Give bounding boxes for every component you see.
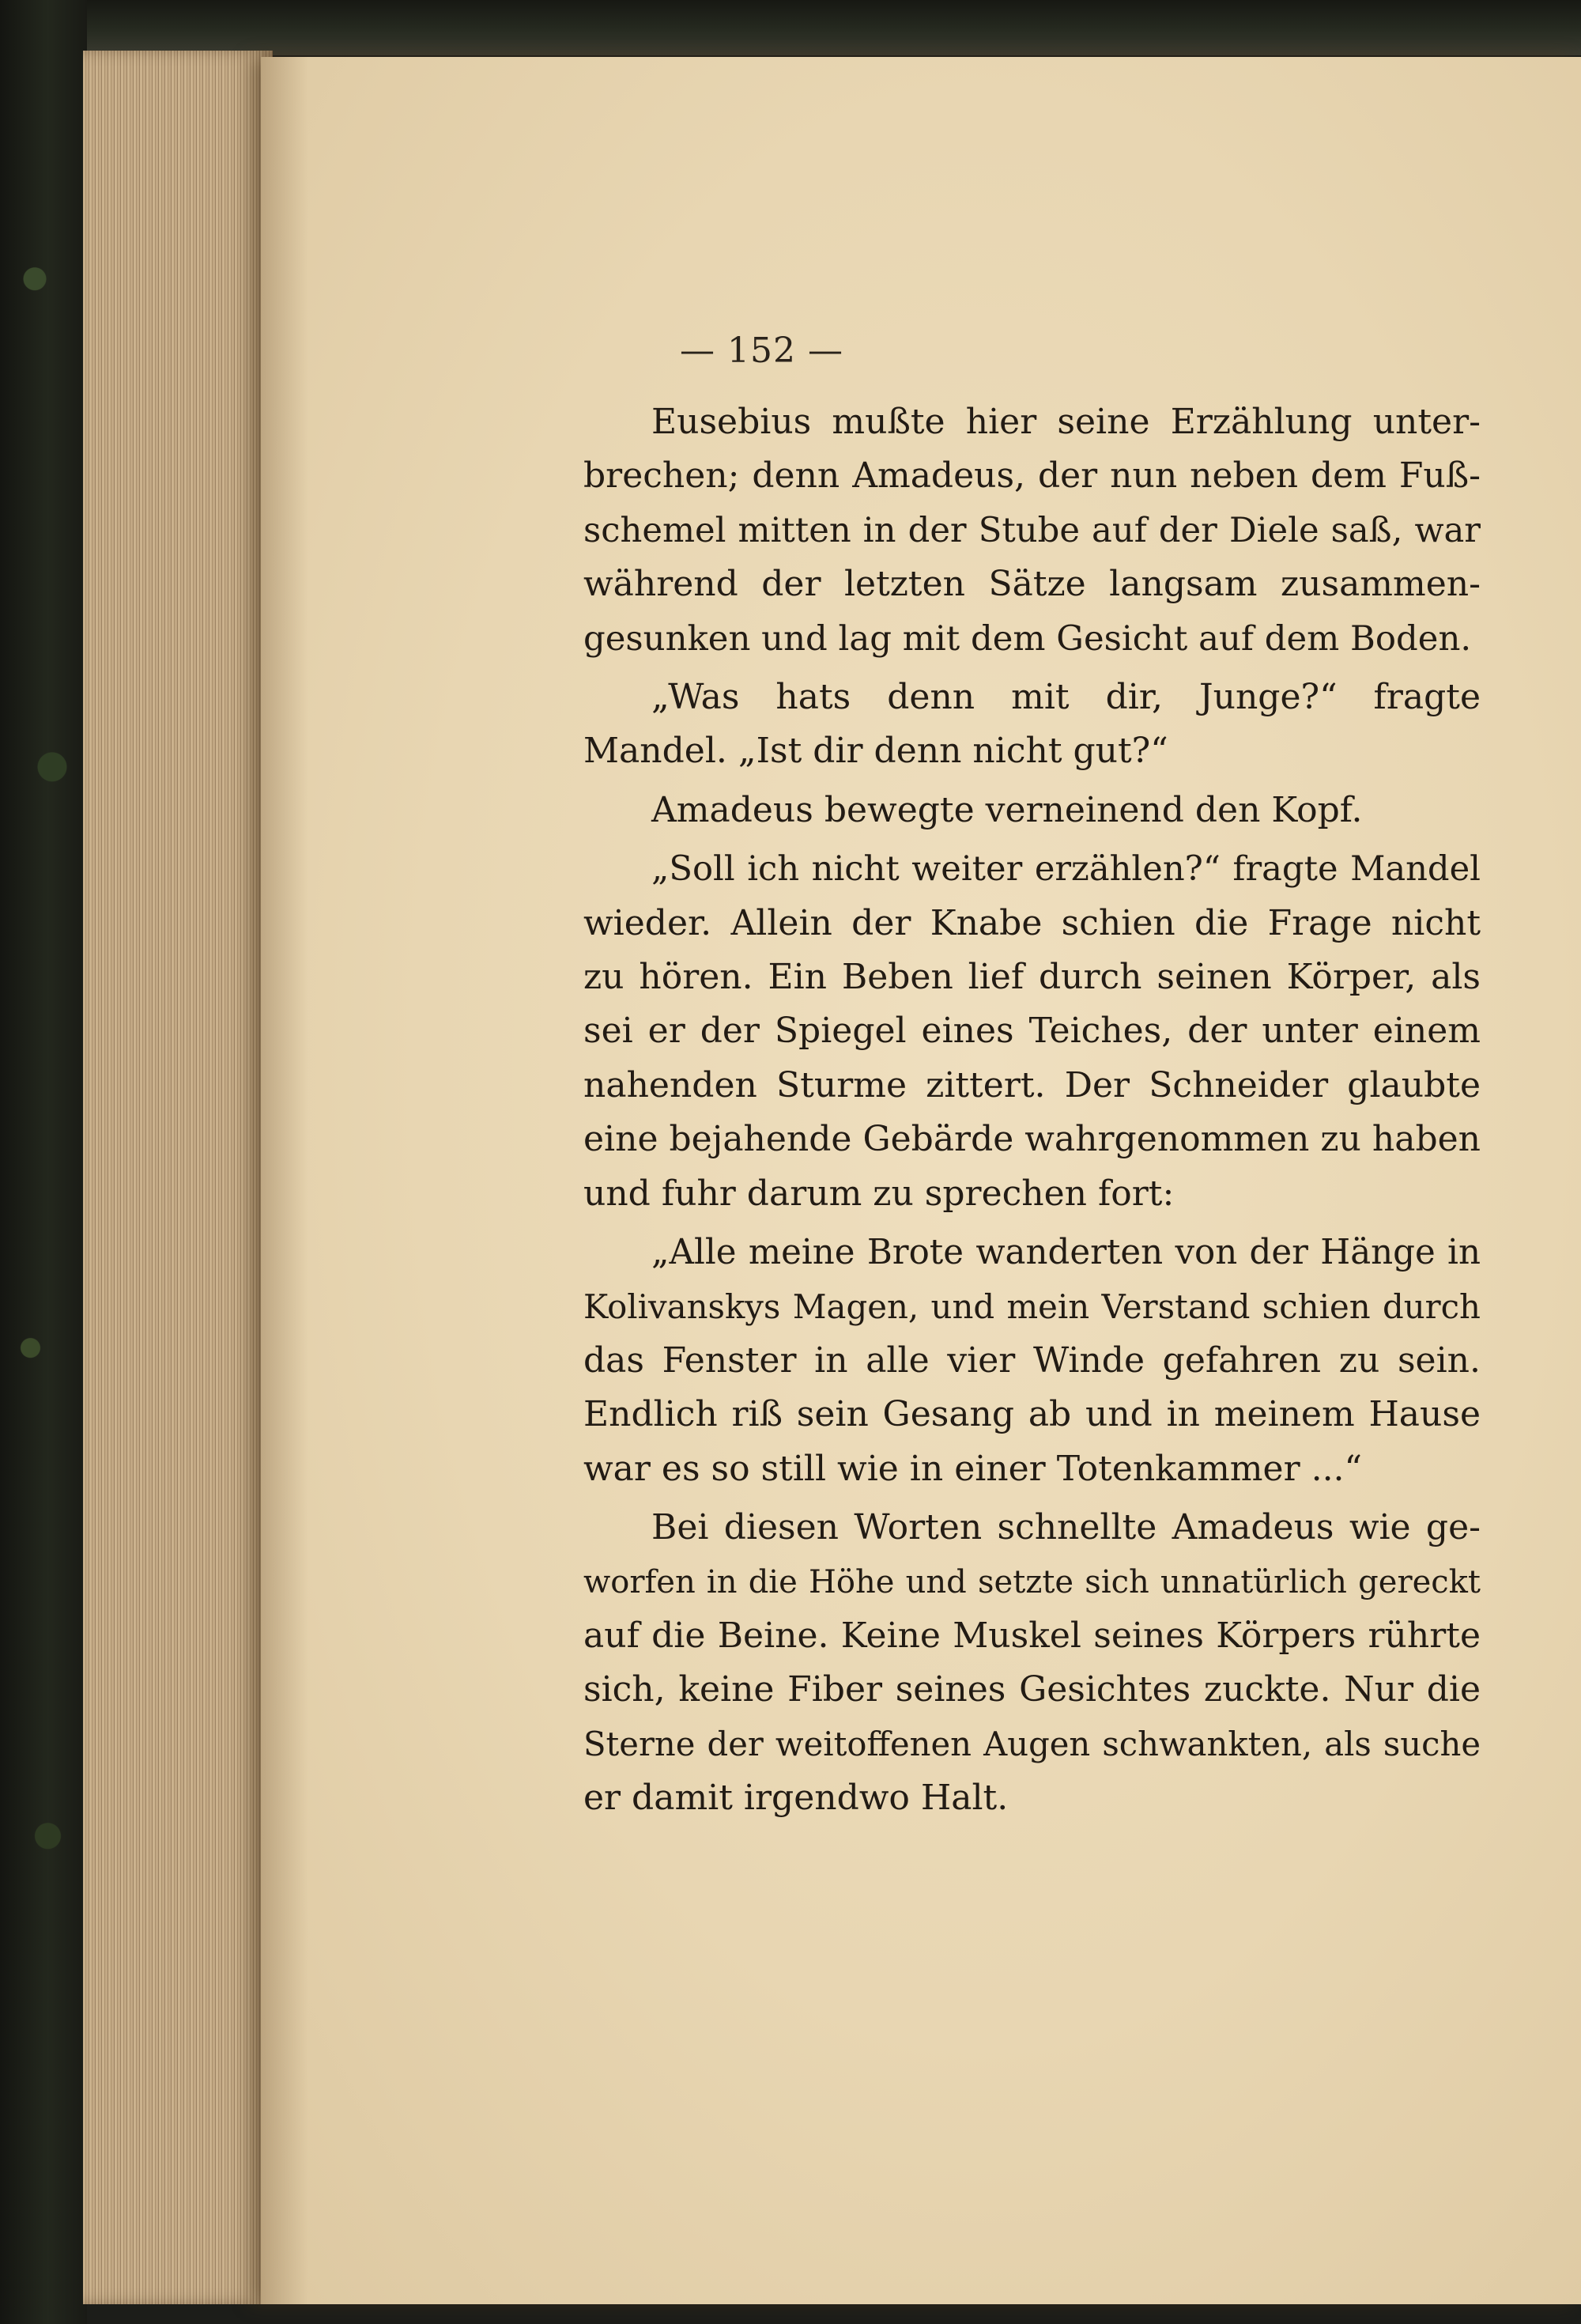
text-line: sich, keine Fiber seines Gesichtes zuckte. Nur die (583, 1669, 1481, 1710)
text-line: er damit irgendwo Halt. (583, 1778, 1009, 1819)
text-line: wieder. Allein der Knabe schien die Frage nicht (583, 902, 1481, 943)
page-text (583, 395, 1481, 1831)
text-line: auf die Beine. Keine Muskel seines Körpers rührte (583, 1615, 1481, 1656)
paragraph (583, 671, 1481, 779)
text-line: worfen in die Höhe und setzte sich unnatürlich gereckt (583, 1563, 1481, 1600)
text-line: „Alle meine Brote wanderten von der Hänge in (651, 1233, 1481, 1273)
paragraph (583, 1501, 1481, 1825)
text-line: Amadeus bewegte verneinend den Kopf. (651, 789, 1363, 830)
text-line: „Soll ich nicht weiter erzählen?“ fragte Mandel (651, 849, 1481, 890)
text-line: brechen; denn Amadeus, der nun neben dem Fuß- (583, 455, 1481, 497)
book-cover (0, 0, 87, 2324)
text-line: sei er der Spiegel eines Teiches, der unter einem (583, 1011, 1481, 1052)
text-line: eine bejahende Gebärde wahrgenommen zu haben (583, 1119, 1481, 1160)
text-line: das Fenster in alle vier Winde gefahren zu sein. (583, 1340, 1481, 1381)
text-line: und fuhr darum zu sprechen fort: (583, 1173, 1175, 1214)
text-line: Endlich riß sein Gesang ab und in meinem Hause (583, 1394, 1481, 1435)
paragraph (583, 842, 1481, 1221)
text-line: Mandel. „Ist dir denn nicht gut?“ (583, 731, 1168, 772)
paragraph (583, 395, 1481, 666)
text-line: Kolivanskys Magen, und mein Verstand schien durch (583, 1287, 1481, 1326)
text-line: Bei diesen Worten schnellte Amadeus wie ge- (651, 1507, 1481, 1548)
page-number: — 152 — (680, 331, 843, 371)
text-line: schemel mitten in der Stube auf der Diele saß, war (583, 510, 1481, 550)
book-binding-top (0, 0, 1581, 55)
text-line: Eusebius mußte hier seine Erzählung unter- (651, 402, 1481, 442)
page-edges (83, 51, 273, 2304)
text-line: Sterne der weitoffenen Augen schwankten, als suche (583, 1724, 1481, 1763)
text-line: nahenden Sturme zittert. Der Schneider glaubte (583, 1064, 1481, 1105)
paragraph (583, 784, 1481, 837)
text-line: während der letzten Sätze langsam zusammen- (583, 564, 1481, 605)
text-line: „Was hats denn mit dir, Junge?“ fragte (651, 677, 1481, 718)
text-line: gesunken und lag mit dem Gesicht auf dem Boden. (583, 618, 1472, 659)
text-line: zu hören. Ein Beben lief durch seinen Körper, als (583, 957, 1481, 998)
text-line: war es so still wie in einer Totenkammer ...“ (583, 1448, 1363, 1489)
paragraph (583, 1226, 1481, 1496)
